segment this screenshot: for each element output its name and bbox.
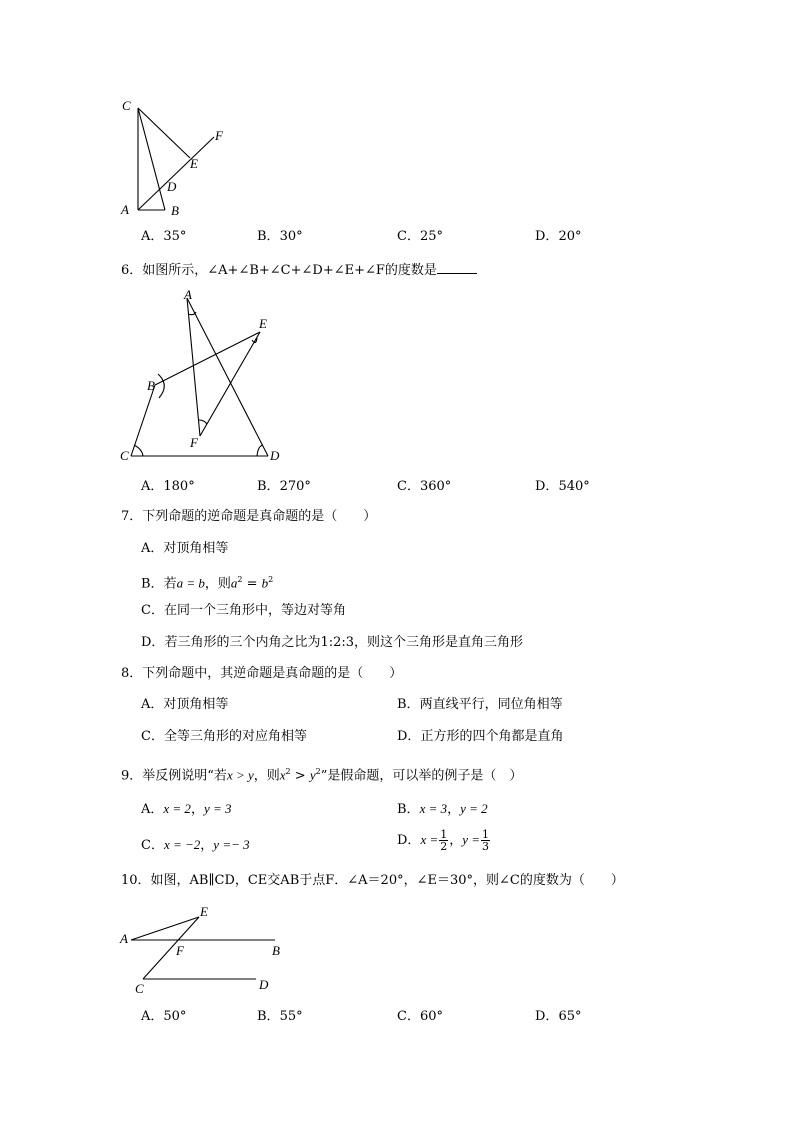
q5-option-d[interactable]: D．20°: [535, 229, 582, 244]
q6-option-b[interactable]: B．270°: [257, 479, 311, 494]
q5-option-c[interactable]: C．25°: [397, 229, 443, 244]
q5-label-e: E: [190, 156, 198, 171]
q6-label-b: B: [147, 378, 155, 393]
q7-option-b[interactable]: B．若a = b，则$a^2 = b^2$: [141, 575, 274, 592]
q5-label-d: D: [167, 179, 177, 194]
q5-label-f: F: [215, 128, 223, 143]
q6-label-d: D: [270, 448, 280, 463]
q6-option-a[interactable]: A．180°: [141, 479, 195, 494]
q10-label-d: D: [259, 977, 269, 992]
q5-label-b: B: [171, 203, 179, 218]
q8-option-a[interactable]: A．对顶角相等: [141, 697, 229, 712]
q10-label-c: C: [135, 981, 144, 996]
q6-label-e: E: [259, 316, 267, 331]
q10-label-e: E: [200, 904, 208, 919]
q9-option-a[interactable]: A．x = 2，y = 3: [141, 801, 232, 817]
q9-d-y-fraction: $\frac{1}{3}$: [482, 828, 490, 853]
q10-stem: 10．如图，AB∥CD，CE交AB于点F．∠A＝20°，∠E＝30°，则∠C的度数为（ ）: [121, 873, 624, 888]
q10-option-a[interactable]: A．50°: [141, 1009, 187, 1024]
q7-option-d[interactable]: D．若三角形的三个内角之比为1:2:3，则这个三角形是直角三角形: [141, 635, 524, 650]
q9-option-c[interactable]: C．x = −2，y =− 3: [141, 837, 250, 853]
q9-d-x-fraction: $\frac{1}{2}$: [440, 828, 448, 853]
q5-option-b[interactable]: B．30°: [257, 229, 303, 244]
q7-stem: 7．下列命题的逆命题是真命题的是（ ）: [121, 509, 377, 524]
q8-option-c[interactable]: C．全等三角形的对应角相等: [141, 729, 307, 744]
q9-option-d[interactable]: D．x = $\frac{1}{2}$ ，y = $\frac{1}{3}$: [397, 828, 490, 853]
q8-option-d[interactable]: D．正方形的四个角都是直角: [397, 729, 564, 744]
q10-option-d[interactable]: D．65°: [535, 1009, 582, 1024]
q10-option-c[interactable]: C．60°: [397, 1009, 443, 1024]
q7-option-c[interactable]: C．在同一个三角形中，等边对等角: [141, 603, 346, 618]
q6-label-f: F: [190, 435, 198, 450]
q5-option-a[interactable]: A．35°: [141, 229, 187, 244]
q5-label-a: A: [121, 202, 129, 217]
q6-label-a: A: [184, 287, 192, 302]
q10-label-a: A: [120, 931, 128, 946]
q6-option-d[interactable]: D．540°: [535, 479, 590, 494]
q7-option-a[interactable]: A．对顶角相等: [141, 541, 229, 556]
q5-label-c: C: [122, 98, 131, 113]
q9-option-b[interactable]: B．x = 3，y = 2: [397, 801, 488, 817]
q8-option-b[interactable]: B．两直线平行，同位角相等: [397, 697, 563, 712]
q8-stem: 8．下列命题中，其逆命题是真命题的是（ ）: [121, 666, 403, 681]
q10-label-f: F: [176, 943, 184, 958]
q6-option-c[interactable]: C．360°: [397, 479, 452, 494]
q7-b-condition: a = b: [176, 575, 205, 591]
q9-stem: 9．举反例说明“若x > y，则$x^2 > y^2$”是假命题，可以举的例子是（ ）: [121, 767, 523, 784]
q10-label-b: B: [272, 943, 280, 958]
q10-option-b[interactable]: B．55°: [257, 1009, 303, 1024]
q6-label-c: C: [120, 448, 129, 463]
q6-stem: 6．如图所示，∠A+∠B+∠C+∠D+∠E+∠F的度数是: [121, 261, 477, 279]
